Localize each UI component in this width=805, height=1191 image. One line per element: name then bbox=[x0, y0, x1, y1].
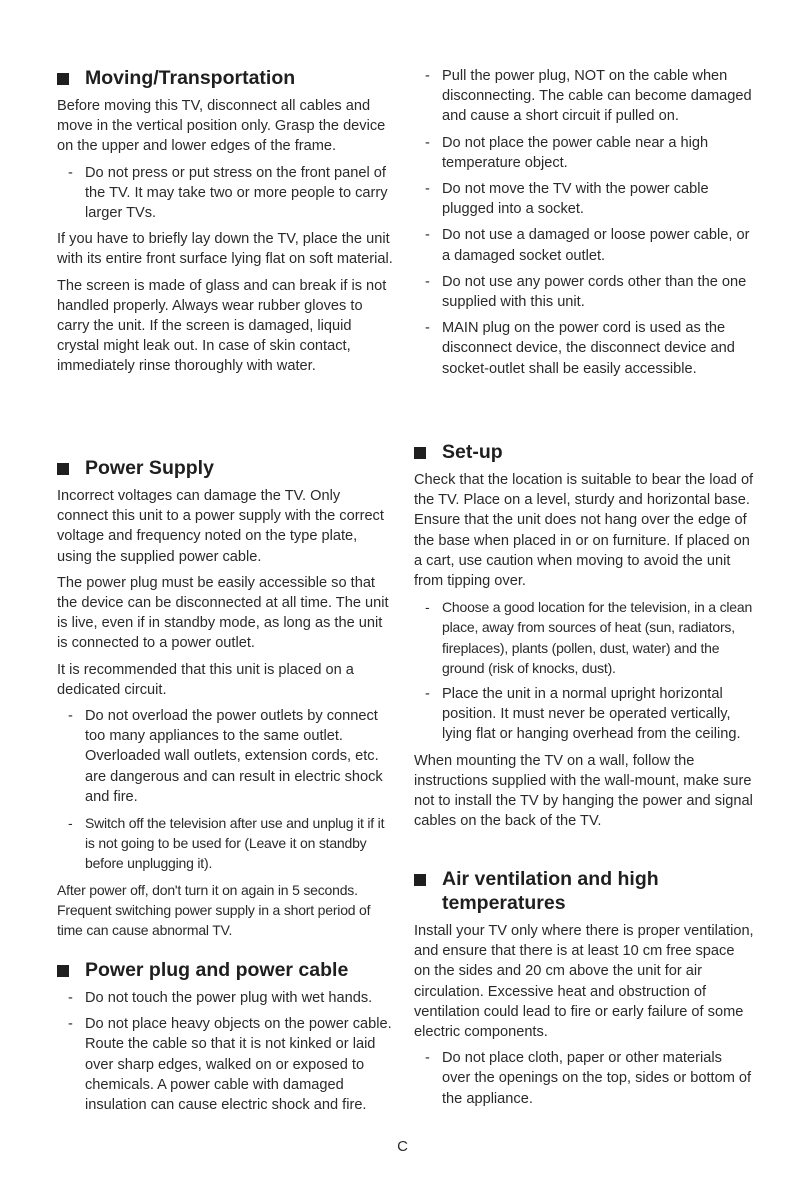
dash-icon: - bbox=[68, 164, 73, 181]
setup-paragraph-2: When mounting the TV on a wall, follow the instructions supplied with the wall-mount, make sure not to install the TV by hanging the power and signal cables on the back of the TV. bbox=[414, 752, 753, 830]
dash-icon: - bbox=[68, 1016, 73, 1033]
air-list bbox=[414, 1048, 754, 1109]
section-power-plug bbox=[57, 958, 393, 1121]
square-bullet-icon bbox=[414, 874, 426, 886]
heading-power-supply: Power Supply bbox=[57, 456, 393, 480]
dash-icon: - bbox=[425, 134, 430, 151]
setup-list bbox=[414, 597, 754, 744]
list-item: - Do not press or put stress on the front panel of the TV. It may take two or more people to carry larger TVs. bbox=[68, 164, 388, 222]
list-item: - Do not place the power cable near a high temperature object. bbox=[425, 134, 709, 171]
moving-paragraph-2: If you have to briefly lay down the TV, place the unit with its entire front surface lying flat on soft material. bbox=[57, 231, 393, 268]
list-item: - Choose a good location for the television, in a clean place, away from sources of heat (sun, radiators, fireplaces), plants (pollen, dust, water) and the ground (risk of knocks, dust). bbox=[425, 599, 753, 676]
square-bullet-icon bbox=[57, 965, 69, 977]
list-item: - Do not use a damaged or loose power cable, or a damaged socket outlet. bbox=[425, 227, 750, 264]
dash-icon: - bbox=[425, 181, 430, 198]
moving-paragraph-3: The screen is made of glass and can break if is not handled properly. Always wear rubber gloves to carry the unit. If the screen is damaged, liquid crystal might leak out. In case of skin contact, immediately rinse thoroughly with water. bbox=[57, 277, 387, 375]
power-supply-paragraph-2: The power plug must be easily accessible so that the device can be disconnected at all time. The unit is live, even if in standby mode, as long as the unit is connected to a power outlet. bbox=[57, 574, 389, 652]
section-setup bbox=[414, 440, 754, 837]
dash-icon: - bbox=[68, 990, 73, 1006]
list-item: - Do not use any power cords other than the one supplied with this unit. bbox=[425, 273, 747, 311]
page-number: C bbox=[397, 1138, 408, 1155]
dash-icon: - bbox=[425, 686, 430, 703]
list-item: - Do not move the TV with the power cable plugged into a socket. bbox=[425, 181, 709, 218]
moving-list bbox=[57, 163, 393, 224]
section-cable-continued bbox=[414, 66, 754, 385]
cable-list bbox=[414, 66, 754, 379]
square-bullet-icon bbox=[57, 463, 69, 475]
square-bullet-icon bbox=[414, 447, 426, 459]
dash-icon: - bbox=[425, 68, 430, 84]
list-item: - MAIN plug on the power cord is used as the disconnect device, the disconnect device and socket-outlet shall be easily accessible. bbox=[425, 320, 735, 377]
list-item: - Do not place heavy objects on the power cable. Route the cable so that it is not kinked or laid over sharp edges, walked on or exposed to chemicals. A power cable with damaged insulation can cause electric shock and fire. bbox=[68, 1016, 392, 1114]
dash-icon: - bbox=[425, 273, 430, 290]
dash-icon: - bbox=[425, 1050, 430, 1067]
power-supply-paragraph-4: After power off, don't turn it on again in 5 seconds. Frequent switching power supply in a short period of time can cause abnormal TV. bbox=[57, 881, 371, 939]
power-plug-list bbox=[57, 988, 393, 1115]
list-item: - Do not touch the power plug with wet hands. bbox=[57, 988, 393, 1008]
heading-air-ventilation: Air ventilation and high temperatures bbox=[414, 867, 754, 915]
list-item: - Do not overload the power outlets by connect too many appliances to the same outlet. Overloaded wall outlets, extension cords, etc. are dangerous and can result in electric shock and fire. bbox=[68, 708, 383, 805]
dash-icon: - bbox=[425, 599, 430, 616]
power-supply-paragraph-1: Incorrect voltages can damage the TV. Only connect this unit to a power supply with the correct voltage and frequency noted on the type plate, using the supplied power cable. bbox=[57, 488, 384, 565]
power-supply-paragraph-3: It is recommended that this unit is placed on a dedicated circuit. bbox=[57, 661, 354, 698]
list-item: - Place the unit in a normal upright horizontal position. It must never be operated vertically, lying flat or hanging overhead from the ceiling. bbox=[425, 686, 741, 743]
dash-icon: - bbox=[425, 320, 430, 337]
section-moving bbox=[57, 66, 393, 383]
square-bullet-icon bbox=[57, 73, 69, 85]
dash-icon: - bbox=[68, 708, 73, 725]
heading-power-plug: Power plug and power cable bbox=[57, 958, 393, 982]
moving-paragraph-1: Before moving this TV, disconnect all cables and move in the vertical position only. Grasp the device on the upper and lower edges of the frame. bbox=[57, 98, 386, 155]
section-air-ventilation bbox=[414, 867, 754, 1115]
dash-icon: - bbox=[425, 227, 430, 244]
air-paragraph-1: Install your TV only where there is proper ventilation, and ensure that there is at least 10 cm free space on the sides and 20 cm above the unit for air circulation. Excessive heat and obstruction of ventilation could lead to fire or early failure of some electric components. bbox=[414, 923, 754, 1041]
setup-paragraph-1: Check that the location is suitable to bear the load of the TV. Place on a level, sturdy and horizontal base. Ensure that the unit does not hang over the edge of the base when placed in or on furniture. If placed on a cart, use caution when moving to avoid the unit from tipping over. bbox=[414, 472, 754, 590]
list-item: - Pull the power plug, NOT on the cable when disconnecting. The cable can become damaged and cause a short circuit if pulled on. bbox=[425, 68, 752, 125]
heading-setup: Set-up bbox=[414, 440, 754, 464]
list-item: - Switch off the television after use and unplug it if it is not going to be used for (Leave it on standby before unplugging it). bbox=[68, 815, 385, 872]
section-power-supply bbox=[57, 456, 393, 946]
power-supply-list bbox=[57, 706, 393, 874]
list-item: - Do not place cloth, paper or other materials over the openings on the top, sides or bottom of the appliance. bbox=[425, 1050, 752, 1107]
heading-moving: Moving/Transportation bbox=[57, 66, 393, 90]
dash-icon: - bbox=[68, 815, 73, 832]
